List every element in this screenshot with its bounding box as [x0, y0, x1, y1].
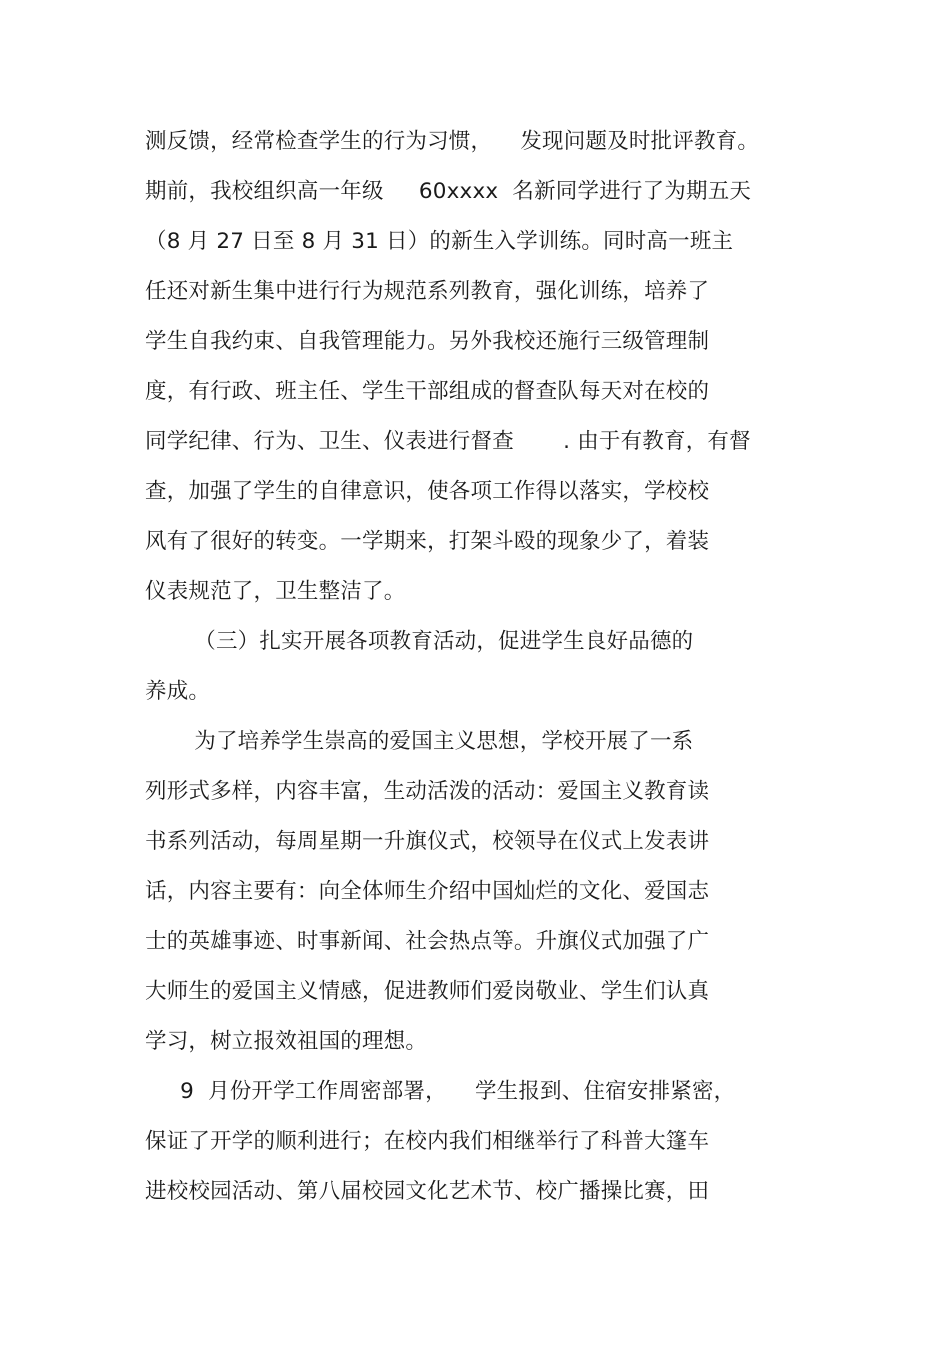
- text-line: 书系列活动，每周星期一升旗仪式，校领导在仪式上发表讲: [145, 829, 710, 854]
- text-line: 度，有行政、班主任、学生干部组成的督查队每天对在校的: [145, 379, 710, 404]
- text-line: 为了培养学生崇高的爱国主义思想，学校开展了一系: [145, 729, 694, 754]
- text-line: 9 月份开学工作周密部署， 学生报到、住宿安排紧密，: [145, 1079, 736, 1104]
- text-line: 风有了很好的转变。一学期来，打架斗殴的现象少了，着装: [145, 529, 710, 554]
- text-line: 话，内容主要有：向全体师生介绍中国灿烂的文化、爱国志: [145, 879, 710, 904]
- text-line: （8 月 27 日至 8 月 31 日）的新生入学训练。同时高一班主: [145, 229, 734, 254]
- text-line: 列形式多样，内容丰富，生动活泼的活动：爱国主义教育读: [145, 779, 710, 804]
- text-line: 保证了开学的顺利进行；在校内我们相继举行了科普大篷车: [145, 1129, 710, 1154]
- text-line: 大师生的爱国主义情感，促进教师们爱岗敬业、学生们认真: [145, 979, 710, 1004]
- text-line: 进校校园活动、第八届校园文化艺术节、校广播操比赛，田: [145, 1179, 710, 1204]
- text-line: 测反馈，经常检查学生的行为习惯， 发现问题及时批评教育。: [145, 129, 760, 154]
- text-line: 仪表规范了，卫生整洁了。: [145, 579, 406, 604]
- text-line: 学习，树立报效祖国的理想。: [145, 1029, 428, 1054]
- text-line: 查，加强了学生的自律意识，使各项工作得以落实，学校校: [145, 479, 710, 504]
- text-line: 同学纪律、行为、卫生、仪表进行督查 . 由于有教育，有督: [145, 429, 751, 454]
- text-line: 任还对新生集中进行行为规范系列教育，强化训练，培养了: [145, 279, 710, 304]
- text-line: 期前，我校组织高一年级 60xxxx 名新同学进行了为期五天: [145, 179, 752, 204]
- text-line: 养成。: [145, 679, 211, 704]
- text-line: 士的英雄事迹、时事新闻、社会热点等。升旗仪式加强了广: [145, 929, 710, 954]
- text-line: 学生自我约束、自我管理能力。另外我校还施行三级管理制: [145, 329, 710, 354]
- section-heading: （三）扎实开展各项教育活动，促进学生良好品德的: [145, 629, 694, 654]
